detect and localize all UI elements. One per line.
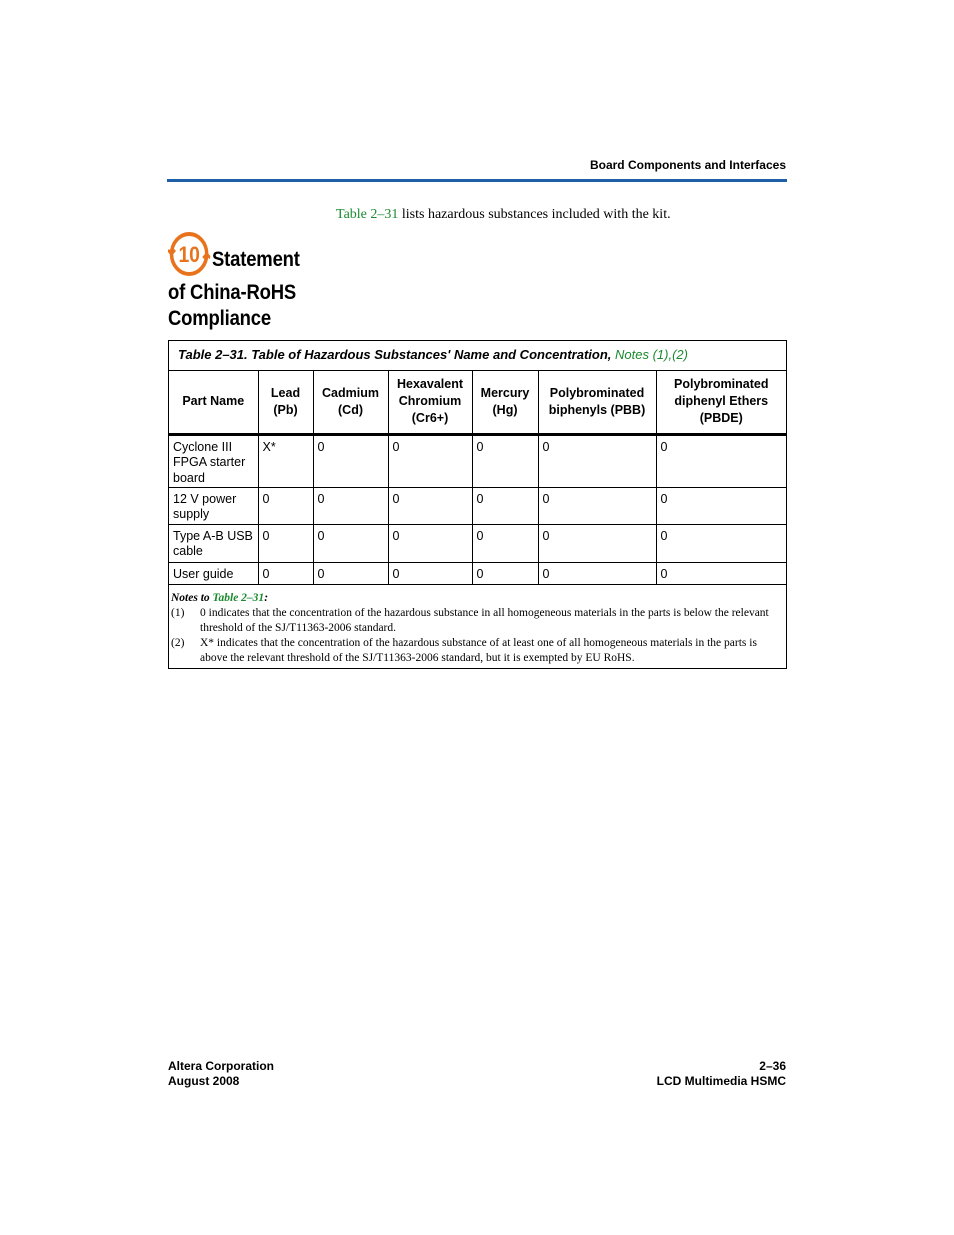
note-number: (1) (171, 607, 185, 619)
table-cell: Cyclone III FPGA starter board (169, 434, 258, 487)
column-header: Polybrominated biphenyls (PBB) (538, 371, 656, 434)
table-cell: 0 (258, 524, 313, 562)
column-header: Mercury (Hg) (472, 371, 538, 434)
notes-title-text: Notes to (171, 592, 213, 604)
note-text: 0 indicates that the concentration of the hazardous substance in all homogeneous materials in the parts is below the relevant threshold of the SJ/T11363-2006 standard. (200, 607, 769, 634)
section-title (168, 232, 309, 332)
table-cell: 0 (656, 434, 786, 487)
table-cell: 0 (388, 562, 472, 584)
table-cell: 0 (313, 434, 388, 487)
table-cell: 12 V power supply (169, 487, 258, 524)
running-header: Board Components and Interfaces (589, 158, 786, 172)
table-cell: 0 (388, 434, 472, 487)
table-header-row (169, 371, 786, 434)
section-title-line3: Compliance (168, 307, 271, 330)
table-cell: 0 (656, 562, 786, 584)
table-cell: 0 (656, 487, 786, 524)
table-cell: 0 (538, 434, 656, 487)
column-header: Cadmium (Cd) (313, 371, 388, 434)
footer-left (168, 1059, 274, 1089)
section-title-line1: Statement (212, 248, 300, 271)
hazardous-substances-table (168, 340, 787, 669)
table-cell: 0 (313, 562, 388, 584)
china-rohs-10-icon (168, 230, 210, 278)
table-row (169, 562, 786, 584)
note-number: (2) (171, 637, 185, 649)
table-cell: 0 (472, 434, 538, 487)
table-cell: 0 (538, 562, 656, 584)
table-cell: 0 (313, 487, 388, 524)
substances-grid (169, 371, 786, 585)
svg-text:10: 10 (178, 242, 200, 268)
notes-table-link[interactable]: Table 2–31 (212, 592, 265, 604)
table-cell: 0 (472, 524, 538, 562)
table-cell: 0 (656, 524, 786, 562)
table-cell: 0 (388, 487, 472, 524)
note-text: X* indicates that the concentration of the hazardous substance of at least one of all homogeneous materials in the parts is above the relevant threshold of the SJ/T11363-2006 standard, but it is exempted by EU RoHS. (200, 637, 757, 664)
table-link[interactable]: Table 2–31 (336, 207, 399, 222)
caption-notes-link[interactable]: Notes (1),(2) (615, 347, 688, 362)
note-item (171, 606, 783, 636)
footer-doc-title: LCD Multimedia HSMC (656, 1074, 786, 1088)
table-caption-text: Table 2–31. Table of Hazardous Substances' Name and Concentration, (178, 347, 612, 362)
header-rule (167, 179, 787, 182)
table-cell: 0 (538, 524, 656, 562)
notes-title-colon: : (264, 592, 269, 604)
table-notes (171, 591, 783, 666)
table-row (169, 487, 786, 524)
column-header: Hexavalent Chromium (Cr6+) (388, 371, 472, 434)
footer-date: August 2008 (168, 1074, 240, 1088)
table-cell: User guide (169, 562, 258, 584)
intro-paragraph (336, 207, 671, 223)
column-header: Lead (Pb) (258, 371, 313, 434)
table-cell: 0 (388, 524, 472, 562)
section-title-line2: of China-RoHS (168, 281, 297, 304)
intro-text: lists hazardous substances included with the kit. (398, 207, 671, 222)
footer-company: Altera Corporation (168, 1059, 275, 1073)
table-cell: 0 (538, 487, 656, 524)
column-header: Polybrominated diphenyl Ethers (PBDE) (656, 371, 786, 434)
table-caption (169, 341, 786, 371)
footer-page-number: 2–36 (759, 1059, 786, 1073)
table-cell: 0 (472, 487, 538, 524)
table-cell: 0 (313, 524, 388, 562)
table-cell: X* (258, 434, 313, 487)
table-row (169, 434, 786, 487)
note-item (171, 636, 783, 666)
table-row (169, 524, 786, 562)
table-cell: 0 (258, 487, 313, 524)
notes-title (171, 591, 783, 606)
table-cell: 0 (258, 562, 313, 584)
column-header: Part Name (169, 371, 258, 434)
footer-right (560, 1059, 786, 1089)
table-cell: 0 (472, 562, 538, 584)
table-cell: Type A-B USB cable (169, 524, 258, 562)
